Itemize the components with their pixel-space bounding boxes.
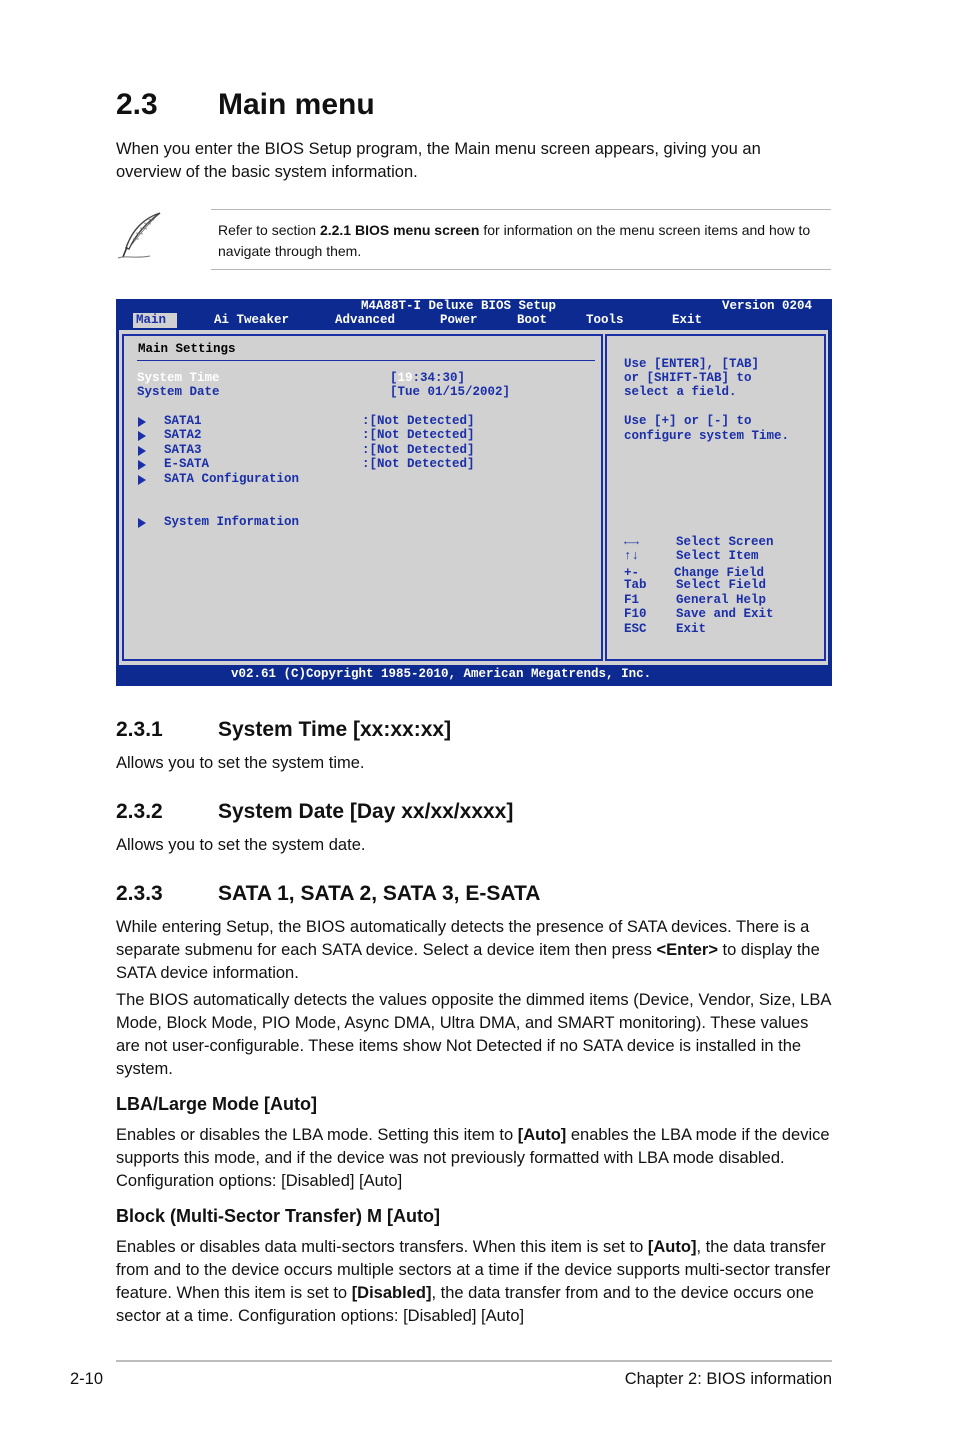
sata1-label[interactable]: SATA1	[164, 414, 202, 428]
tab-exit[interactable]: Exit	[672, 313, 703, 327]
sata3-value: :[Not Detected]	[362, 443, 475, 457]
system-time-label[interactable]: System Time	[137, 371, 220, 385]
section-divider	[137, 360, 595, 361]
paragraph: The BIOS automatically detects the values opposite the dimmed items (Device, Vendor, Size, LBA Mode, Block Mode, PIO Mode, Async DMA, Ultra DMA, and SMART monitoring). These values are not user-configurable. These items show Not Detected if no SATA device is installed in the system.	[116, 991, 831, 1078]
page-number: 2-10	[70, 1370, 104, 1388]
note-bottom-divider	[211, 269, 831, 270]
section-number: 2.3	[116, 88, 158, 121]
tab-power[interactable]: Power	[440, 313, 478, 327]
enter-key-text: <Enter>	[656, 941, 718, 959]
text: , the data transfer from and to the device occurs multiple sectors at a time if the device supports multi-sector transfer feature. When this item is set to	[116, 1238, 831, 1302]
left-right-arrow-icon: ←→	[624, 535, 640, 549]
system-time-value[interactable]	[390, 371, 465, 385]
bios-copyright: v02.61 (C)Copyright 1985-2010, American Megatrends, Inc.	[231, 667, 652, 681]
text: enables the LBA mode if the device supports this mode, and if the device was not previously formatted with LBA mode disabled. Configuration options: [Disabled] [Auto]	[116, 1126, 830, 1190]
submenu-arrow-icon	[138, 417, 146, 427]
section-title: Main menu	[218, 88, 375, 121]
sata2-label[interactable]: SATA2	[164, 428, 202, 442]
tab-key: Tab	[624, 578, 647, 592]
bios-screenshot	[116, 299, 832, 686]
help-line: configure system Time.	[624, 429, 790, 443]
submenu-arrow-icon	[138, 475, 146, 485]
paragraph: Allows you to set the system date.	[116, 836, 366, 854]
sata3-label[interactable]: SATA3	[164, 443, 202, 457]
note-text-post: for information on the menu screen items and how to navigate through them.	[218, 222, 811, 259]
tab-main[interactable]: Main	[136, 313, 167, 327]
footer-divider	[116, 1360, 832, 1362]
tab-tools[interactable]: Tools	[586, 313, 624, 327]
subsection-number: 2.3.1	[116, 718, 163, 741]
plus-minus-key: +-	[624, 566, 640, 580]
key-desc: Select Screen	[676, 535, 774, 549]
bios-body	[119, 330, 828, 665]
intro-paragraph: When you enter the BIOS Setup program, the Main menu screen appears, giving you an overview of the basic system information.	[116, 140, 761, 181]
esc-key: ESC	[624, 622, 647, 636]
tab-ai-tweaker[interactable]: Ai Tweaker	[214, 313, 290, 327]
help-line: Use [ENTER], [TAB]	[624, 357, 760, 371]
text: , the data transfer from and to the device occurs one sector at a time. Configuration options: [Disabled] [Auto]	[116, 1284, 814, 1325]
sata2-value: :[Not Detected]	[362, 428, 475, 442]
submenu-arrow-icon	[138, 431, 146, 441]
paragraph	[116, 1236, 832, 1328]
submenu-arrow-icon	[138, 446, 146, 456]
sata1-value: :[Not Detected]	[362, 414, 475, 428]
subsection-title: System Date [Day xx/xx/xxxx]	[218, 800, 514, 823]
tab-advanced[interactable]: Advanced	[335, 313, 396, 327]
subsection-title: SATA 1, SATA 2, SATA 3, E-SATA	[218, 882, 541, 905]
paragraph: Allows you to set the system time.	[116, 754, 365, 772]
key-desc: Select Field	[676, 578, 767, 592]
key-desc: General Help	[676, 593, 767, 607]
note-text	[218, 220, 826, 262]
feather-pen-icon	[114, 210, 166, 262]
esata-label[interactable]: E-SATA	[164, 457, 210, 471]
system-time-bracket: [	[390, 371, 398, 385]
paragraph	[116, 1124, 832, 1193]
key-desc: Save and Exit	[676, 607, 774, 621]
key-desc: Exit	[676, 622, 707, 636]
item-heading: Block (Multi-Sector Transfer) M [Auto]	[116, 1206, 441, 1226]
note-reference: 2.2.1 BIOS menu screen	[319, 222, 480, 238]
sata-configuration[interactable]: SATA Configuration	[164, 472, 300, 486]
help-line: Use [+] or [-] to	[624, 414, 752, 428]
key-desc: Select Item	[676, 549, 759, 563]
text: Enables or disables the LBA mode. Setting this item to	[116, 1126, 518, 1144]
text: While entering Setup, the BIOS automatically detects the presence of SATA devices. There is a separate submenu for each SATA device. Select a device item then press	[116, 918, 810, 959]
item-heading: LBA/Large Mode [Auto]	[116, 1094, 317, 1114]
note-top-divider	[211, 209, 831, 210]
submenu-arrow-icon	[138, 460, 146, 470]
f10-key: F10	[624, 607, 647, 621]
paragraph	[116, 916, 832, 985]
subsection-heading	[116, 882, 540, 906]
chapter-title: Chapter 2: BIOS information	[624, 1370, 832, 1388]
submenu-arrow-icon	[138, 518, 146, 528]
system-information[interactable]: System Information	[164, 515, 300, 529]
bios-version: Version 0204	[722, 299, 813, 313]
option-text: [Disabled]	[351, 1284, 432, 1302]
help-line: select a field.	[624, 385, 737, 399]
bios-title: M4A88T-I Deluxe BIOS Setup	[361, 299, 557, 313]
f1-key: F1	[624, 593, 640, 607]
text: Enables or disables data multi-sectors transfers. When this item is set to	[116, 1238, 648, 1256]
system-date-label[interactable]: System Date	[137, 385, 220, 399]
esata-value: :[Not Detected]	[362, 457, 475, 471]
subsection-number: 2.3.2	[116, 800, 163, 823]
section-heading: Main Settings	[138, 342, 236, 356]
subsection-title: System Time [xx:xx:xx]	[218, 718, 452, 741]
option-text: [Auto]	[517, 1126, 567, 1144]
subsection-heading	[116, 718, 451, 742]
subsection-number: 2.3.3	[116, 882, 163, 905]
option-text: [Auto]	[647, 1238, 697, 1256]
system-date-value[interactable]: [Tue 01/15/2002]	[390, 385, 511, 399]
up-down-arrow-icon: ↑↓	[624, 549, 640, 563]
note-text-pre: Refer to section	[218, 222, 320, 238]
page-title	[116, 88, 375, 122]
system-time-rest[interactable]: :34:30]	[412, 371, 466, 385]
key-desc: Change Field	[674, 566, 765, 580]
subsection-heading	[116, 800, 513, 824]
tab-boot[interactable]: Boot	[517, 313, 548, 327]
system-time-hour[interactable]: 19	[397, 371, 413, 385]
text: to display the SATA device information.	[116, 941, 820, 982]
help-line: or [SHIFT-TAB] to	[624, 371, 752, 385]
